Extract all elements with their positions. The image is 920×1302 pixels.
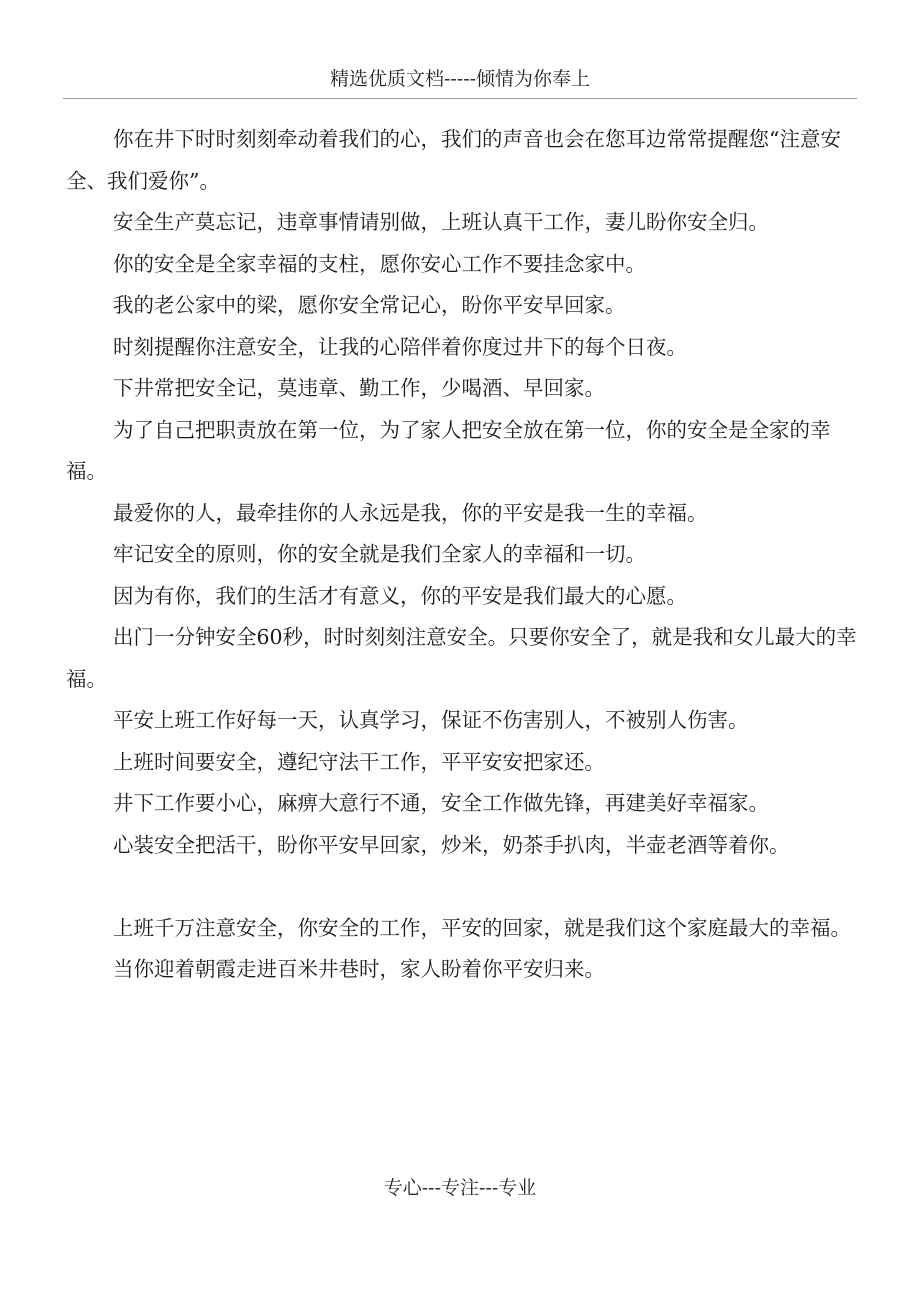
paragraph: 时刻提醒你注意安全，让我的心陪伴着你度过井下的每个日夜。 — [113, 334, 687, 359]
document-body — [66, 119, 860, 991]
paragraph: 最爱你的人，最牵挂你的人永远是我，你的平安是我一生的幸福。 — [113, 500, 708, 525]
paragraph: 为了自己把职责放在第一位，为了家人把安全放在第一位，你的安全是全家的幸福。 — [66, 417, 831, 483]
header-divider — [63, 98, 857, 99]
blank-line — [66, 866, 860, 908]
paragraph: 你的安全是全家幸福的支柱，愿你安心工作不要挂念家中。 — [113, 251, 646, 276]
paragraph: 你在井下时时刻刻牵动着我们的心，我们的声音也会在您耳边常常提醒您“注意安全、我们爱你”。 — [66, 127, 841, 193]
page-footer: 专心---专注---专业 — [383, 1177, 537, 1199]
page-header: 精选优质文档-----倾情为你奉上 — [329, 68, 591, 90]
paragraph: 井下工作要小心，麻痹大意行不通，安全工作做先锋，再建美好幸福家。 — [113, 791, 769, 815]
paragraph: 牢记安全的原则，你的安全就是我们全家人的幸福和一切。 — [113, 542, 646, 566]
paragraph: 因为有你，我们的生活才有意义，你的平安是我们最大的心愿。 — [113, 583, 687, 608]
paragraph: 心装安全把活干，盼你平安早回家，炒米，奶茶手扒肉，半壶老酒等着你。 — [113, 832, 790, 857]
paragraph: 出门一分钟安全60秒，时时刻刻注意安全。只要你安全了，就是我和女儿最大的幸福。 — [66, 625, 857, 691]
paragraph: 我的老公家中的梁，愿你安全常记心，盼你平安早回家。 — [113, 293, 626, 317]
paragraph: 下井常把安全记，莫违章、勤工作，少喝酒、早回家。 — [113, 376, 605, 400]
paragraph: 安全生产莫忘记，违章事情请别做，上班认真干工作，妻儿盼你安全归。 — [113, 210, 769, 234]
paragraph: 平安上班工作好每一天，认真学习，保证不伤害别人，不被别人伤害。 — [113, 708, 749, 732]
paragraph: 上班时间要安全，遵纪守法干工作，平平安安把家还。 — [113, 749, 605, 774]
paragraph: 当你迎着朝霞走进百米井巷时，家人盼着你平安归来。 — [113, 957, 605, 981]
paragraph: 上班千万注意安全，你安全的工作，平安的回家，就是我们这个家庭最大的幸福。 — [113, 915, 851, 940]
